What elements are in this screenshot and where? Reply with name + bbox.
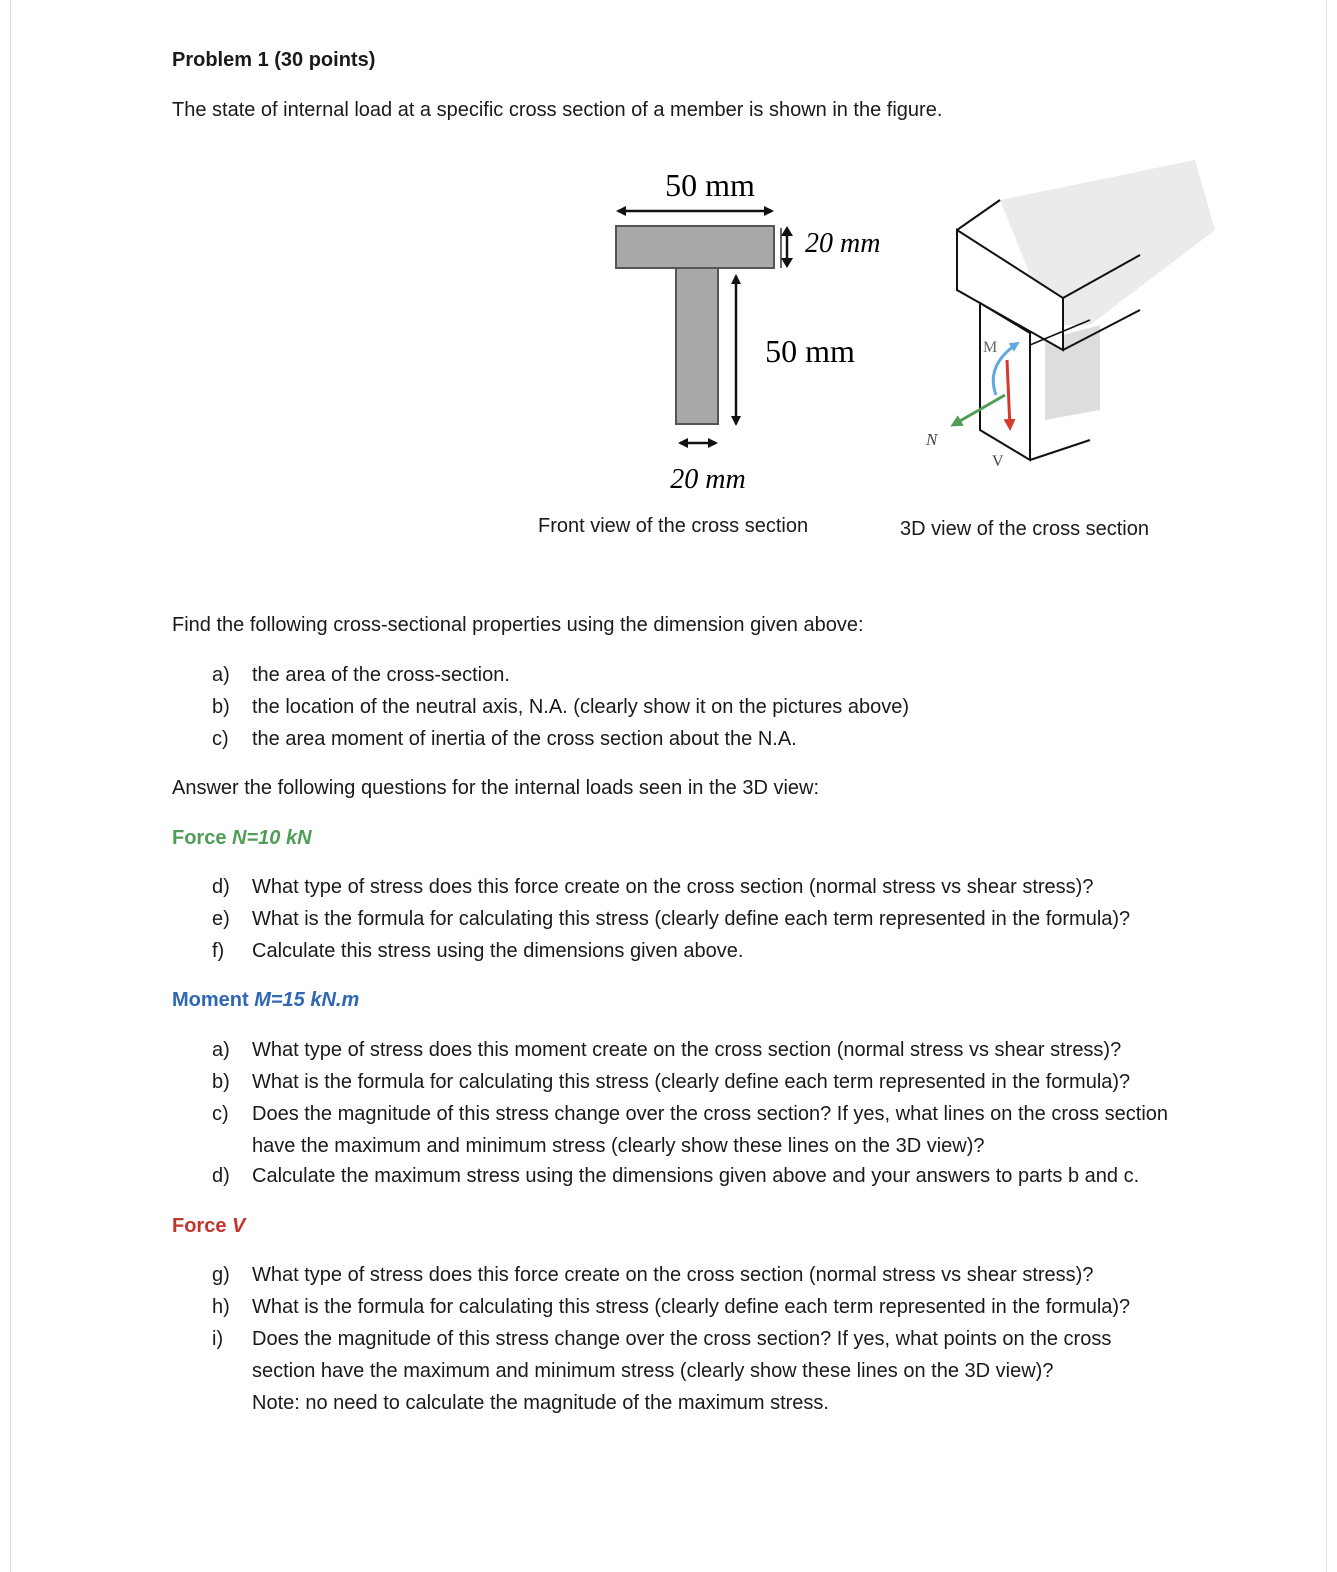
force-v-heading-value: V: [232, 1215, 246, 1237]
item-label: c): [212, 1103, 229, 1125]
item-label: i): [212, 1328, 224, 1350]
dim-label-web-height: 50 mm: [765, 333, 855, 369]
caption-front-view: Front view of the cross section: [538, 515, 809, 537]
item-label: d): [212, 876, 230, 898]
dim-label-flange-width: 50 mm: [665, 167, 755, 203]
cross-section-figure: [0, 0, 1337, 560]
problem-title: Problem 1 (30 points): [172, 49, 376, 71]
item-text: the location of the neutral axis, N.A. (clearly show it on the pictures above): [252, 696, 910, 718]
item-label: d): [212, 1165, 230, 1187]
dim-arrowhead-up: [781, 226, 793, 236]
dim-label-web-width: 20 mm: [670, 464, 746, 495]
properties-intro: Find the following cross-sectional properties using the dimension given above:: [172, 614, 864, 636]
t-flange: [616, 226, 774, 268]
caption-3d-view: 3D view of the cross section: [900, 518, 1149, 540]
t-web: [676, 268, 718, 424]
dim-arrowhead-down: [781, 258, 793, 268]
force-n-heading-prefix: Force: [172, 827, 233, 849]
item-label: f): [212, 940, 225, 962]
item-text: What is the formula for calculating this stress (clearly define each term represented in the formula)?: [252, 1071, 1131, 1093]
label-n: N: [926, 430, 938, 449]
force-n-heading: [172, 826, 312, 850]
item-text: What is the formula for calculating this stress (clearly define each term represented in the formula)?: [252, 1296, 1131, 1318]
item-text: What is the formula for calculating this stress (clearly define each term represented in the formula)?: [252, 908, 1131, 930]
moment-heading-prefix: Moment: [172, 989, 255, 1011]
item-text: the area of the cross-section.: [252, 664, 510, 686]
intro-text: The state of internal load at a specific cross section of a member is shown in the figure.: [172, 99, 943, 121]
item-label: c): [212, 728, 229, 750]
front-view-t-section: [616, 226, 774, 424]
item-text: the area moment of inertia of the cross section about the N.A.: [252, 728, 797, 750]
item-note: Note: no need to calculate the magnitude of the maximum stress.: [252, 1392, 829, 1414]
loads-intro: Answer the following questions for the internal loads seen in the 3D view:: [172, 777, 820, 799]
item-label: e): [212, 908, 230, 930]
item-label: a): [212, 664, 230, 686]
force-v-heading-prefix: Force: [172, 1215, 233, 1237]
item-text: What type of stress does this force create on the cross section (normal stress vs shear stress)?: [252, 876, 1094, 898]
item-label: h): [212, 1296, 230, 1318]
item-label: g): [212, 1264, 230, 1286]
item-text: What type of stress does this force create on the cross section (normal stress vs shear stress)?: [252, 1264, 1094, 1286]
label-m: M: [983, 339, 998, 356]
item-label: b): [212, 1071, 230, 1093]
item-text-cont: section have the maximum and minimum stress (clearly show these lines on the 3D view)?: [252, 1360, 1054, 1382]
item-text: What type of stress does this moment create on the cross section (normal stress vs shear stress)?: [252, 1039, 1122, 1061]
item-label: a): [212, 1039, 230, 1061]
item-text: Calculate the maximum stress using the dimensions given above and your answers to parts b and c.: [252, 1165, 1140, 1187]
item-text: Calculate this stress using the dimensions given above.: [252, 940, 744, 962]
moment-heading: [172, 988, 359, 1012]
dim-label-flange-thickness: 20 mm: [805, 228, 881, 259]
item-text-cont: have the maximum and minimum stress (clearly show these lines on the 3D view)?: [252, 1135, 985, 1157]
3d-view: [925, 160, 1215, 470]
label-v: V: [992, 453, 1004, 470]
item-text: Does the magnitude of this stress change over the cross section? If yes, what lines on the cross section: [252, 1103, 1169, 1125]
force-v-heading: [172, 1214, 245, 1238]
3d-flange-top-edge: [957, 200, 1000, 230]
3d-web-bottom-edge: [1030, 440, 1090, 460]
item-text: Does the magnitude of this stress change over the cross section? If yes, what points on the cross: [252, 1328, 1112, 1350]
item-label: b): [212, 696, 230, 718]
moment-heading-value: M=15 kN.m: [254, 989, 360, 1011]
force-n-heading-value: N=10 kN: [232, 827, 312, 849]
